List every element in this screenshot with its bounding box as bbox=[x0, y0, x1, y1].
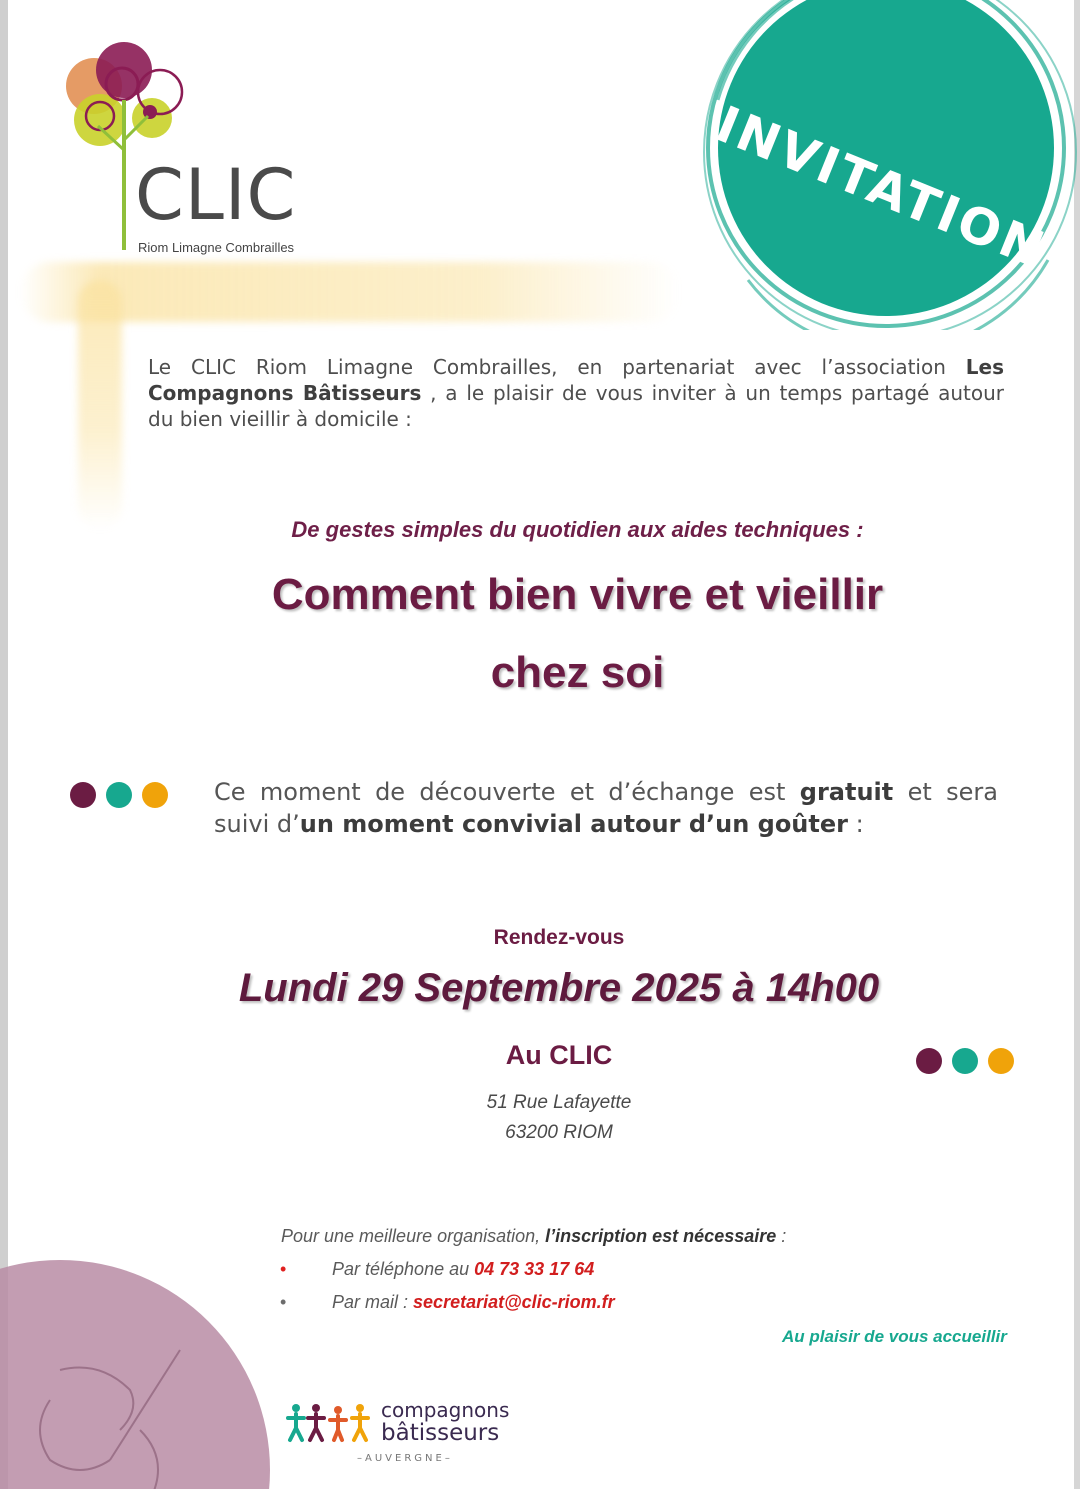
phone-number[interactable]: 04 73 33 17 64 bbox=[474, 1259, 595, 1279]
event-place: Au CLIC bbox=[505, 1040, 613, 1070]
moment-paragraph bbox=[214, 776, 998, 840]
plum-dot bbox=[70, 782, 96, 808]
compagnons-batisseurs-logo-icon bbox=[286, 1398, 376, 1448]
event-title-line-2: chez soi bbox=[490, 648, 665, 697]
contact-phone bbox=[280, 1259, 594, 1280]
closing-message: Au plaisir de vous accueillir bbox=[782, 1327, 1007, 1346]
dots-decoration-icon bbox=[70, 782, 168, 808]
contact-mail bbox=[280, 1292, 615, 1313]
partner-name: Les Compagnons Bâtisseurs bbox=[148, 355, 1004, 405]
invitation-label: INVITATION bbox=[708, 95, 1055, 280]
teal-dot bbox=[952, 1048, 978, 1074]
hands-circle-illustration-icon bbox=[0, 1260, 270, 1489]
bullet-icon: • bbox=[280, 1259, 287, 1279]
event-title-line-1: Comment bien vivre et vieillir bbox=[271, 570, 884, 619]
amber-dot bbox=[142, 782, 168, 808]
watercolor-stroke-vertical bbox=[78, 280, 122, 530]
clic-logo-subtitle: Riom Limagne Combrailles bbox=[138, 240, 295, 255]
partner-logo-line-2: bâtisseurs bbox=[381, 1420, 500, 1446]
bullet-icon: • bbox=[280, 1292, 287, 1312]
partner-logo-line-1: compagnons bbox=[381, 1398, 510, 1422]
intro-text-2: , a le plaisir de vous inviter à un temps partagé autour du bien vieillir à domicile : bbox=[148, 381, 1004, 431]
dots-decoration-icon bbox=[916, 1048, 1014, 1074]
inscription-line bbox=[281, 1226, 786, 1247]
inscription-intro: Pour une meilleure organisation, bbox=[281, 1226, 546, 1246]
teal-dot bbox=[106, 782, 132, 808]
partner-logo-region: –AUVERGNE– bbox=[357, 1453, 453, 1464]
rendezvous-label: Rendez-vous bbox=[493, 926, 625, 949]
moment-convivial: un moment convivial autour d’un goûter bbox=[299, 810, 848, 838]
clic-logo-name: CLIC bbox=[135, 154, 297, 236]
intro-paragraph bbox=[148, 354, 1004, 432]
moment-gratuit: gratuit bbox=[799, 778, 894, 806]
plum-dot bbox=[916, 1048, 942, 1074]
moment-text-2: et sera suivi d’ bbox=[214, 778, 998, 838]
moment-text-1: Ce moment de découverte et d’échange est bbox=[214, 778, 800, 806]
intro-text-1: Le CLIC Riom Limagne Combrailles, en partenariat avec l’association bbox=[148, 355, 966, 379]
address-line-1: 51 Rue Lafayette bbox=[486, 1092, 632, 1113]
moment-text-3: : bbox=[847, 810, 864, 838]
inscription-required: l’inscription est nécessaire bbox=[545, 1226, 777, 1246]
event-subtitle: De gestes simples du quotidien aux aides techniques : bbox=[291, 517, 864, 542]
address-line-2: 63200 RIOM bbox=[505, 1122, 613, 1143]
inscription-colon: : bbox=[776, 1226, 787, 1246]
event-date: Lundi 29 Septembre 2025 à 14h00 bbox=[238, 966, 880, 1010]
amber-dot bbox=[988, 1048, 1014, 1074]
mail-label: Par mail : bbox=[332, 1292, 414, 1312]
email-link[interactable]: secretariat@clic-riom.fr bbox=[413, 1292, 615, 1312]
phone-label: Par téléphone au bbox=[332, 1259, 475, 1279]
